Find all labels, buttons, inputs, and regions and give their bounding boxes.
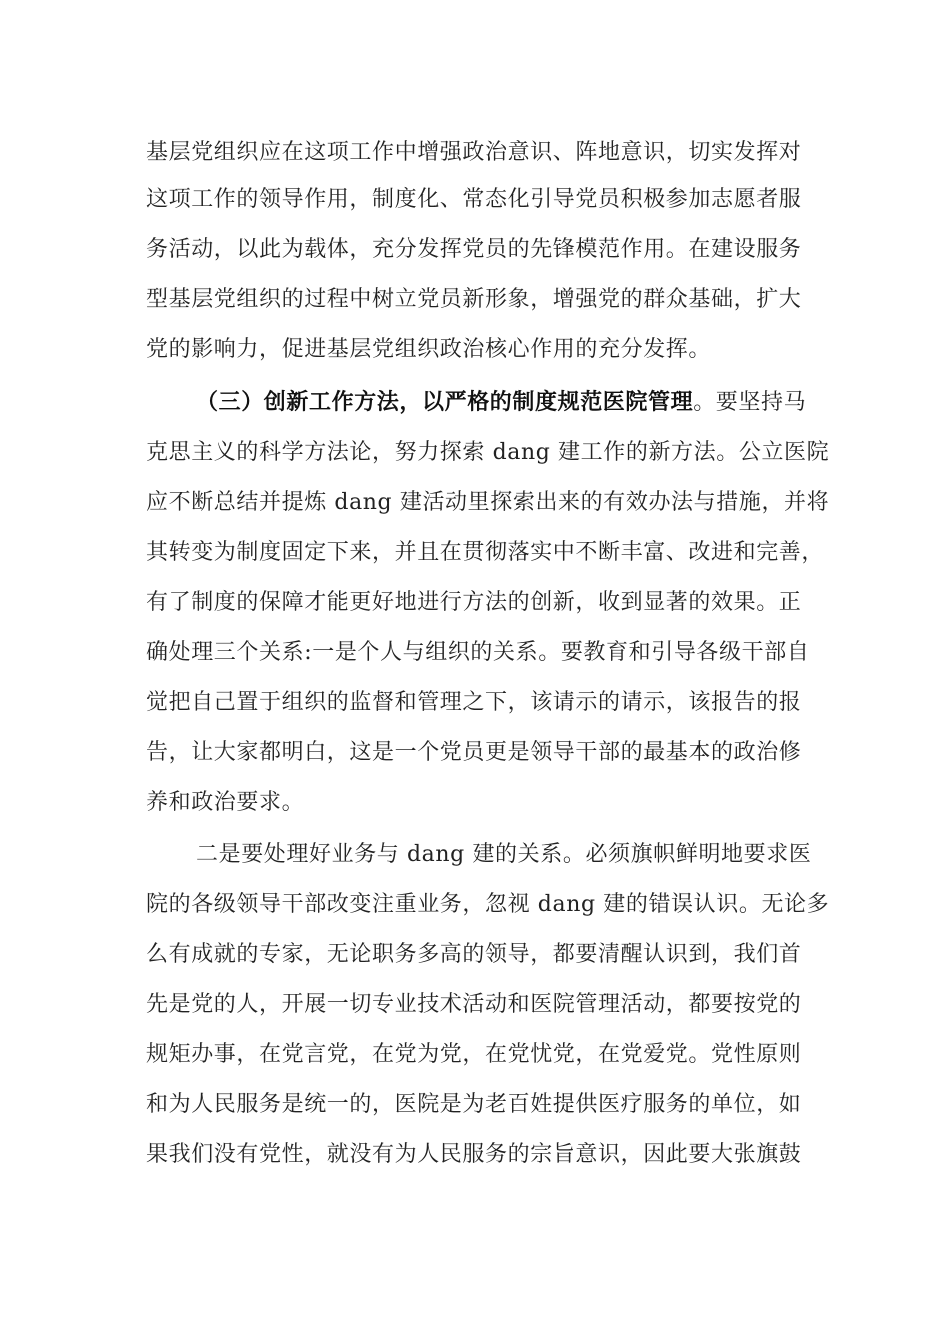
- text-line: 和为人民服务是统一的，医院是为老百姓提供医疗服务的单位，如: [146, 1092, 802, 1117]
- text-line: 这项工作的领导作用，制度化、常态化引导党员积极参加志愿者服: [146, 187, 802, 212]
- text-line: 么有成就的专家，无论职务多高的领导，都要清醒认识到，我们首: [146, 942, 802, 967]
- text-line: 规矩办事，在党言党，在党为党，在党忧党，在党爱党。党性原则: [146, 1042, 802, 1067]
- text-line: 先是党的人，开展一切专业技术活动和医院管理活动，都要按党的: [146, 992, 802, 1017]
- text-line: 务活动，以此为载体，充分发挥党员的先锋模范作用。在建设服务: [146, 237, 802, 262]
- text-line: [196, 388, 806, 418]
- text-line: 觉把自己置于组织的监督和管理之下，该请示的请示，该报告的报: [146, 690, 802, 715]
- text-line: 基层党组织应在这项工作中增强政治意识、阵地意识，切实发挥对: [146, 140, 802, 165]
- text-line: 院的各级领导干部改变注重业务，忽视 dang 建的错误认识。无论多: [146, 892, 830, 917]
- text-line: 党的影响力，促进基层党组织政治核心作用的充分发挥。: [146, 337, 712, 362]
- text-line: 告，让大家都明白，这是一个党员更是领导干部的最基本的政治修: [146, 740, 802, 765]
- text-line: 养和政治要求。: [146, 790, 305, 815]
- text-line: 果我们没有党性，就没有为人民服务的宗旨意识，因此要大张旗鼓: [146, 1142, 802, 1167]
- heading-continuation: 。要坚持马: [693, 390, 807, 415]
- section-heading: （三）创新工作方法，以严格的制度规范医院管理: [196, 390, 694, 415]
- text-line: 二是要处理好业务与 dang 建的关系。必须旗帜鲜明地要求医: [196, 842, 812, 867]
- text-line: 确处理三个关系:一是个人与组织的关系。要教育和引导各级干部自: [146, 640, 810, 665]
- text-line: 有了制度的保障才能更好地进行方法的创新，收到显著的效果。正: [146, 590, 802, 615]
- text-line: 克思主义的科学方法论，努力探索 dang 建工作的新方法。公立医院: [146, 440, 830, 465]
- text-line: 其转变为制度固定下来，并且在贯彻落实中不断丰富、改进和完善，: [146, 540, 825, 565]
- text-line: 型基层党组织的过程中树立党员新形象，增强党的群众基础，扩大: [146, 287, 802, 312]
- text-line: 应不断总结并提炼 dang 建活动里探索出来的有效办法与措施，并将: [146, 490, 830, 515]
